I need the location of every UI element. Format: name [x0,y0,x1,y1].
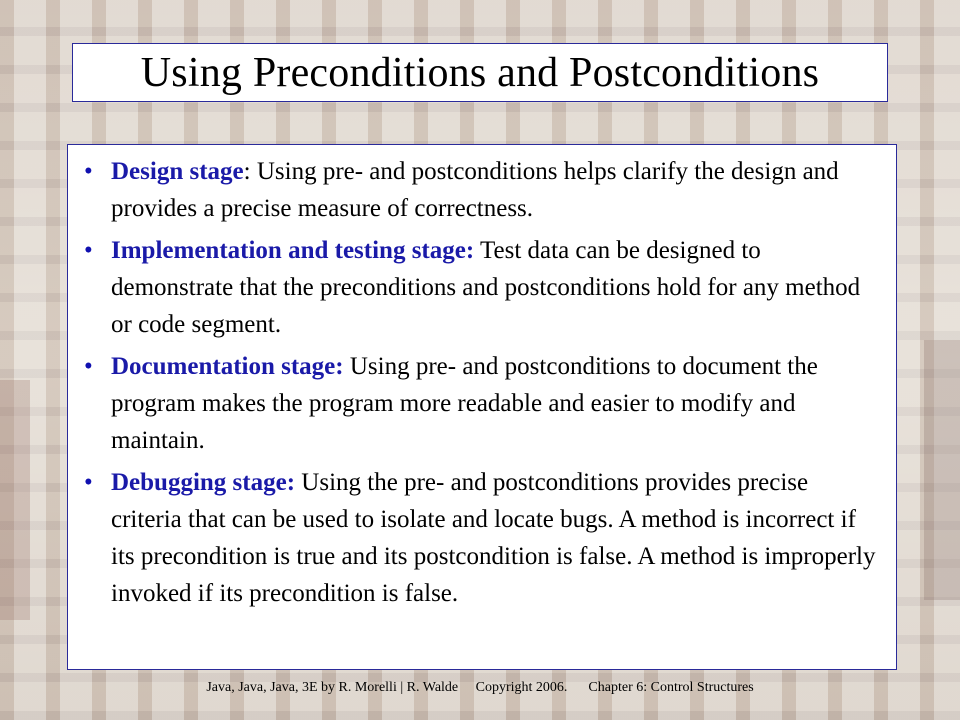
bullet-icon: • [84,353,93,380]
slide-footer: Java, Java, Java, 3E by R. Morelli | R. Walde Copyright 2006. Chapter 6: Control Structures [206,680,754,695]
slide-title: Using Preconditions and Postconditions [140,49,820,96]
content-box [67,144,897,670]
background-accent [924,340,960,600]
bullet-term: Documentation stage: [111,353,344,380]
bullet-text: Using the pre- and postconditions provides precise criteria that can be used to isolate and locate bugs. A method is incorrect if its precondition is true and its postcondition is false. A method is improperly invoked if its precondition is false. [111,469,876,607]
bullet-icon: • [84,469,93,496]
background-accent [0,380,30,620]
bullet-icon: • [84,237,93,264]
bullet-term: Implementation and testing stage: [111,237,475,264]
bullet-icon: • [84,158,93,185]
bullet-term: Design stage [111,158,244,185]
title-box [72,43,888,102]
bullet-text: Test data can be designed to demonstrate that the preconditions and postconditions hold for any method or code segment. [111,237,861,338]
bullet-term: Debugging stage: [111,469,296,496]
bullet-item [78,464,878,612]
bullet-list [78,153,878,612]
bullet-text: : Using pre- and postconditions helps clarify the design and provides a precise measure of correctness. [111,158,839,222]
bullet-item [78,153,878,227]
bullet-item [78,232,878,343]
bullet-text: Using pre- and postconditions to document the program makes the program more readable and easier to modify and maintain. [111,353,818,454]
bullet-item [78,348,878,459]
